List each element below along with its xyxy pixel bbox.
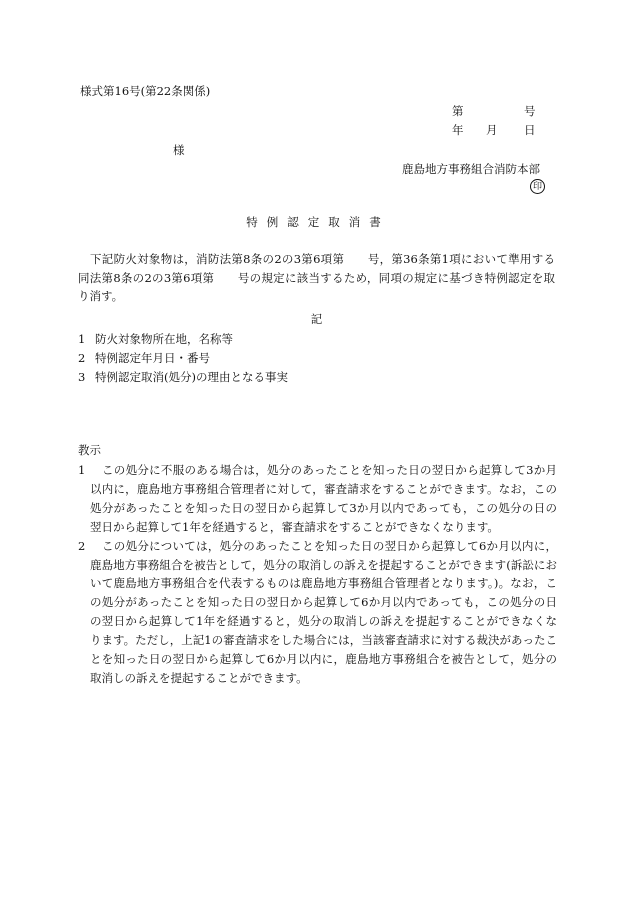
issuer-name: 鹿島地方事務組合消防本部 <box>402 162 540 176</box>
notice-list <box>78 461 557 688</box>
doc-no-prefix: 第 <box>452 104 464 118</box>
addressee: 様 <box>173 143 185 157</box>
date-day: 日 <box>524 123 536 137</box>
item-number: 1 <box>78 332 86 346</box>
document-title: 特例認定取消書 <box>246 215 390 229</box>
list-item <box>78 349 288 368</box>
doc-no-suffix: 号 <box>524 104 536 118</box>
item-number: 2 <box>78 350 86 365</box>
item-list <box>78 330 288 386</box>
form-number: 様式第16号(第22条関係) <box>80 84 211 98</box>
notice-item <box>78 461 557 537</box>
list-item <box>78 330 288 349</box>
ki-heading: 記 <box>310 312 323 326</box>
item-number: 3 <box>78 369 86 384</box>
seal-mark: 印 <box>530 179 545 194</box>
notice-item <box>78 537 557 688</box>
body-paragraph: 下記防火対象物は，消防法第8条の2の3第6項第 号，第36条第1項において準用する同法第8条の2の3第6項第 号の規定に該当するため，同項の規定に基づき特例認定を取り消す。 <box>78 252 555 303</box>
notice-item-number: 2 <box>78 538 86 553</box>
notice-item-number: 1 <box>78 463 86 477</box>
item-text: 特例認定年月日・番号 <box>95 350 210 365</box>
item-text: 特例認定取消(処分)の理由となる事実 <box>95 369 288 384</box>
notice-item-text: この処分については，処分のあったことを知った日の翌日から起算して6か月以内に，鹿島地方事務組合を被告として，処分の取消しの訴えを提起することができます(訴訟において鹿島地方事務組合を代表するものは鹿島地方事務組合管理者となります。)。なお，この処分があったことを知った日の翌日から起算して6か月以内であっても，この処分の日の翌日から起算して1年を経過すると，処分の取消しの訴えを提起することができなくなります。ただし，上記1の審査請求をした場合には，当該審査請求に対する裁決があったことを知った日の翌日から起算して6か月以内に，鹿島地方事務組合を被告として，処分の取消しの訴えを提起することができます。 <box>90 538 557 685</box>
list-item <box>78 368 288 387</box>
item-text: 防火対象物所在地，名称等 <box>95 332 233 346</box>
date-month: 月 <box>486 123 498 137</box>
notice-heading: 教示 <box>78 443 101 457</box>
notice-item-text: この処分に不服のある場合は，処分のあったことを知った日の翌日から起算して3か月以内に，鹿島地方事務組合管理者に対して，審査請求をすることができます。なお，この処分があったことを知った日の翌日から起算して3か月以内であっても，この処分の日の翌日から起算して1年を経過すると，審査請求をすることができなくなります。 <box>90 463 557 534</box>
date-year: 年 <box>452 123 464 137</box>
